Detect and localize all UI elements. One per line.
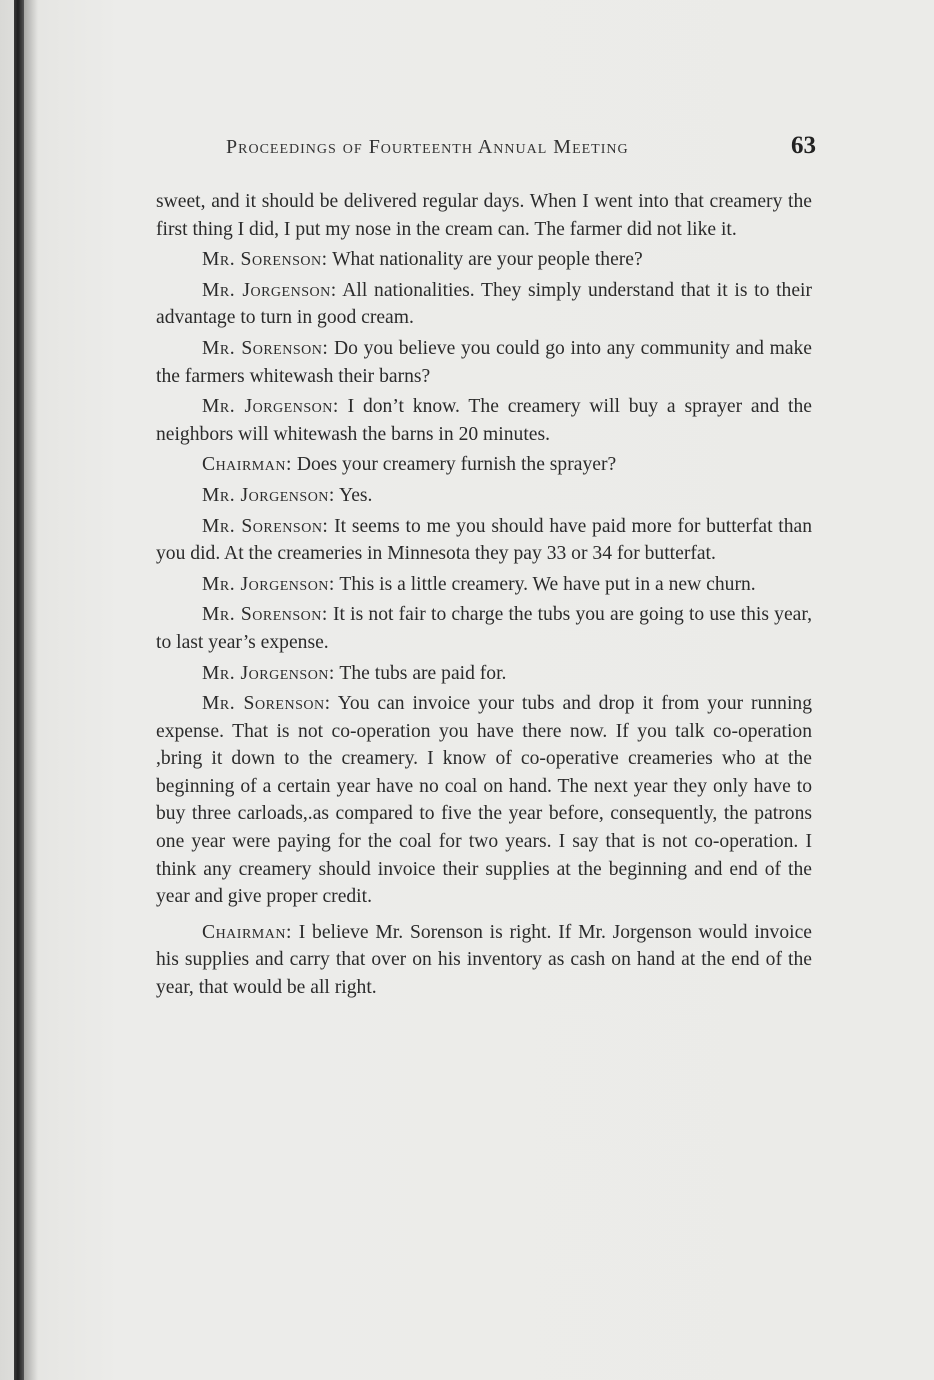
paragraph — [156, 513, 812, 568]
paragraph-text: I believe Mr. Sorenson is right. If Mr. Jorgenson would invoice his supplies and carry that over on his inventory as cash on hand at the end of the year, that would be all right. — [156, 921, 812, 999]
paragraph — [156, 482, 812, 510]
speaker-name: Mr. Sorenson: — [202, 515, 329, 537]
speaker-name: Mr. Jorgenson: — [202, 662, 335, 684]
paragraph-text: It seems to me you should have paid more for butterfat than you did. At the creameries in Minnesota they pay 33 or 34 for butterfat. — [156, 515, 813, 565]
speaker-name: Mr. Sorenson: — [202, 337, 329, 359]
paragraph-text: This is a little creamery. We have put in a new churn. — [339, 573, 756, 595]
paragraph-text: You can invoice your tubs and drop it from your running expense. That is not co-operation you have there now. If you talk co-operation ,bring it down to the creamery. I know of co-operative creameries who at the beginning of a certain year have no coal on hand. The next year they only have to buy three carloads,.as compared to five the year before, consequently, the patrons one year were paying for the coal for two years. I say that is not co-operation. I think any creamery should invoice their supplies at the beginning and end of the year and give proper credit. — [156, 693, 813, 908]
speaker-name: Chairman: — [202, 921, 292, 943]
page-body — [156, 188, 812, 1005]
paragraph-text: Do you believe you could go into any community and make the farmers whitewash their barns? — [156, 337, 813, 387]
page-header — [226, 132, 816, 168]
paragraph-text: The tubs are paid for. — [339, 662, 507, 684]
paragraph — [156, 690, 812, 911]
paragraph — [156, 188, 812, 243]
page-number: 63 — [791, 132, 816, 159]
speaker-name: Mr. Jorgenson: — [202, 573, 335, 595]
speaker-name: Mr. Sorenson: — [202, 604, 328, 626]
paragraph — [156, 393, 812, 448]
speaker-name: Mr. Jorgenson: — [202, 484, 335, 506]
speaker-name: Mr. Sorenson: — [202, 249, 328, 271]
paragraph — [156, 451, 812, 479]
spine-shadow — [24, 0, 38, 1380]
paragraph-text: What nationality are your people there? — [332, 249, 643, 271]
paragraph — [156, 660, 812, 688]
paragraph — [156, 335, 812, 390]
speaker-name: Mr. Jorgenson: — [202, 396, 339, 418]
paragraph — [156, 601, 812, 656]
paragraph — [156, 246, 812, 274]
paragraph-text: sweet, and it should be delivered regular days. When I went into that creamery the first thing I did, I put my nose in the cream can. The farmer did not like it. — [156, 191, 812, 240]
paragraph — [156, 277, 812, 332]
paragraph-text: I don’t know. The creamery will buy a sprayer and the neighbors will whitewash the barns in 20 minutes. — [156, 396, 812, 445]
book-spine — [14, 0, 24, 1380]
paragraph — [156, 571, 812, 599]
paragraph-text: It is not fair to charge the tubs you are going to use this year, to last year’s expense. — [156, 604, 812, 653]
speaker-name: Chairman: — [202, 454, 292, 476]
paragraph-text: Does your creamery furnish the sprayer? — [296, 454, 617, 476]
paragraph — [156, 919, 812, 1002]
paragraph-text: Yes. — [339, 484, 373, 506]
paragraph-text: All nationalities. They simply understand that it is to their advantage to turn in good cream. — [156, 279, 812, 329]
running-head: Proceedings of Fourteenth Annual Meeting — [226, 136, 629, 158]
speaker-name: Mr. Jorgenson: — [202, 279, 337, 301]
speaker-name: Mr. Sorenson: — [202, 693, 331, 715]
